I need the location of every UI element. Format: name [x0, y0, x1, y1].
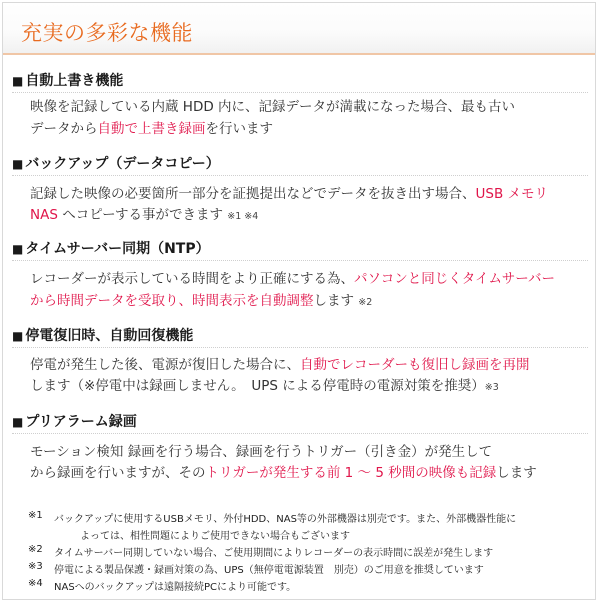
section-heading-power-recovery: ■ 停電復旧時、自動回復機能 [12, 328, 194, 344]
section-heading-time-sync: ■ タイムサーバー同期（NTP） [12, 241, 210, 257]
body-line: レコーダーが表示している時間をより正確にする為、パソコンと同じくタイムサーバー [30, 271, 556, 287]
divider [12, 175, 588, 176]
section-heading-backup: ■ バックアップ（データコピー） [12, 156, 220, 172]
panel-header [3, 3, 595, 55]
divider [12, 347, 588, 348]
body-line: から録画を行いますが、そのトリガーが発生する前 1 ～ 5 秒間の映像も記録します [30, 465, 537, 481]
section-heading-auto-overwrite: ■ 自動上書き機能 [12, 73, 124, 89]
section-heading-pre-alarm: ■ プリアラーム録画 [12, 414, 137, 430]
body-line: から時間データを受取り、時間表示を自動調整します ※2 [30, 293, 373, 309]
page-title: 充実の多彩な機能 [21, 21, 193, 45]
body-line: 映像を記録している内蔵 HDD 内に、記録データが満載になった場合、最も古い [30, 99, 516, 115]
body-line: 停電が発生した後、電源が復旧した場合に、自動でレコーダーも復旧し録画を再開 [30, 357, 530, 373]
body-line: データから自動で上書き録画を行います [30, 121, 273, 137]
divider [12, 433, 588, 434]
body-line: します（※停電中は録画しません。 UPS による停電時の電源対策を推奨）※3 [30, 378, 499, 394]
divider [12, 260, 588, 261]
body-line: 記録した映像の必要箇所一部分を証拠提出などでデータを抜き出す場合、USB メモリ [30, 186, 549, 202]
divider [12, 92, 588, 93]
body-line: NAS へコピーする事ができます ※1 ※4 [30, 207, 259, 223]
body-line: モーション検知 録画を行う場合、録画を行うトリガー（引き金）が発生して [30, 444, 493, 460]
